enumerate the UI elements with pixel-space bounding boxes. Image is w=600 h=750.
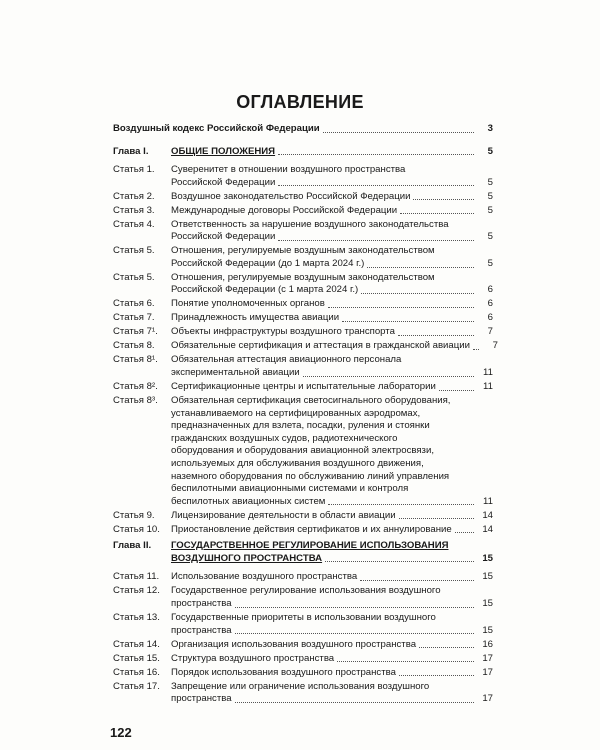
toc-entry-text: Российской Федерации (до 1 марта 2024 г.)	[171, 257, 365, 269]
toc-article	[113, 272, 493, 297]
toc-page-ref: 17	[482, 652, 493, 664]
toc-entry-text: наземного оборудования по обслуживанию линий управления	[171, 470, 450, 482]
toc-article	[113, 612, 493, 637]
dot-leader	[398, 335, 474, 336]
toc-entry-text: Воздушный кодекс Российской Федерации	[113, 123, 320, 134]
toc-page-ref: 6	[487, 298, 493, 310]
toc-page-ref: 5	[487, 257, 493, 269]
toc-entry-label: Статья 4.	[113, 218, 155, 230]
dot-leader	[323, 132, 474, 133]
toc-entry-label: Статья 3.	[113, 204, 155, 216]
toc-page-ref: 16	[482, 638, 493, 650]
toc-article	[113, 312, 493, 325]
toc-chapter	[113, 540, 493, 565]
toc-page-ref: 11	[483, 367, 493, 378]
toc-entry-text: Использование воздушного пространства	[171, 571, 358, 583]
toc-entry-label: Статья 6.	[113, 298, 155, 310]
toc-entry-label: Статья 8³.	[113, 394, 158, 406]
toc-entry-label: Глава II.	[113, 540, 152, 552]
toc-entry-label: Статья 5.	[113, 245, 155, 257]
toc-page-ref: 5	[487, 204, 493, 216]
toc-entry-text: предназначенных для взлета, посадки, руления и стоянки	[171, 420, 430, 432]
toc-page-ref: 17	[482, 693, 493, 705]
dot-leader	[399, 675, 474, 676]
dot-leader	[439, 390, 474, 391]
dot-leader	[419, 647, 474, 648]
dot-leader	[473, 349, 479, 350]
toc-article	[113, 219, 493, 244]
dot-leader	[235, 607, 474, 608]
toc-article	[113, 205, 493, 218]
toc-entry-text: Российской Федерации	[171, 231, 276, 243]
page-number: 122	[110, 725, 132, 740]
toc-entry-text: Воздушное законодательство Российской Федерации	[171, 190, 411, 202]
toc-article	[113, 326, 493, 339]
toc-entry-text: Понятие уполномоченных органов	[171, 298, 325, 310]
toc-entry-text: ОБЩИЕ ПОЛОЖЕНИЯ	[171, 145, 276, 157]
toc-entry-text: Ответственность за нарушение воздушного законодательства	[171, 218, 449, 230]
toc-page-ref: 5	[487, 145, 493, 157]
toc-entry-label: Статья 10.	[113, 523, 160, 535]
toc-page-ref: 15	[482, 571, 493, 583]
toc-entry-text: беспилотных авиационных систем	[171, 495, 326, 507]
toc-entry-label: Статья 2.	[113, 190, 155, 202]
toc-entry-text: Объекты инфраструктуры воздушного транспорта	[171, 326, 395, 338]
toc-page-ref: 11	[483, 495, 493, 507]
toc-entry-label: Статья 9.	[113, 509, 155, 521]
toc-page-ref: 14	[482, 523, 493, 535]
toc-entry-text: Отношения, регулируемые воздушным законодательством	[171, 271, 435, 283]
dot-leader	[413, 199, 474, 200]
toc-entry-text: Государственное регулирование использования воздушного	[171, 585, 441, 597]
toc-entry-label: Статья 12.	[113, 585, 160, 597]
toc-entry-text: Сертификационные центры и испытательные лаборатории	[171, 380, 436, 392]
toc-page-ref: 15	[482, 598, 493, 610]
dot-leader	[399, 518, 474, 519]
toc-entry-text: устанавливаемого на сертифицированных аэродромах,	[171, 407, 421, 419]
toc-page-ref: 17	[482, 666, 493, 678]
toc-page-ref: 14	[482, 509, 493, 521]
dot-leader	[235, 633, 474, 634]
toc-entry-label: Статья 7.	[113, 312, 155, 324]
toc-article	[113, 653, 493, 666]
dot-leader	[342, 321, 474, 322]
toc-page-ref: 5	[487, 190, 493, 202]
toc-article	[113, 667, 493, 680]
dot-leader	[278, 185, 474, 186]
toc-page-ref: 5	[487, 231, 493, 243]
toc-article	[113, 354, 493, 379]
toc-entry-label: Статья 14.	[113, 638, 160, 650]
toc-entry-text: Международные договоры Российской Федерации	[171, 204, 398, 216]
toc-article	[113, 571, 493, 584]
toc-entry-text: ГОСУДАРСТВЕННОЕ РЕГУЛИРОВАНИЕ ИСПОЛЬЗОВАНИЯ	[171, 540, 449, 552]
toc-entry-text: Обязательная сертификация светосигнального оборудования,	[171, 394, 451, 406]
toc-article	[113, 164, 493, 189]
toc-page-ref: 6	[487, 284, 493, 296]
toc-article	[113, 524, 493, 537]
toc-entry-text: Принадлежность имущества авиации	[171, 312, 340, 324]
dot-leader	[303, 376, 474, 377]
toc-page-ref: 15	[482, 552, 493, 564]
toc-entry-text: Запрещение или ограничение использования воздушного	[171, 680, 430, 692]
toc-chapter	[113, 146, 493, 159]
toc-article	[113, 340, 498, 353]
toc-entry-text: используемых для обслуживания воздушного движения,	[171, 457, 424, 469]
toc-entry-text: гражданских воздушных судов, радиотехнического	[171, 432, 398, 444]
toc-article	[113, 510, 493, 523]
toc-entry-text: Порядок использования воздушного пространства	[171, 666, 396, 678]
toc-entry-label: Статья 8.	[113, 340, 155, 352]
toc-entry-label: Статья 7¹.	[113, 326, 158, 338]
dot-leader	[328, 307, 474, 308]
toc-entry-text: пространства	[171, 624, 232, 636]
dot-leader	[361, 293, 474, 294]
toc-page-ref: 5	[487, 176, 493, 188]
dot-leader	[400, 213, 474, 214]
toc-entry-label: Статья 5.	[113, 271, 155, 283]
toc-entry-label: Статья 15.	[113, 652, 160, 664]
dot-leader	[367, 267, 474, 268]
toc-article	[113, 191, 493, 204]
dot-leader	[278, 240, 474, 241]
dot-leader	[360, 580, 474, 581]
dot-leader	[455, 532, 474, 533]
toc-entry-text: ВОЗДУШНОГО ПРОСТРАНСТВА	[171, 552, 323, 564]
toc-article	[113, 681, 493, 706]
toc-page-ref: 3	[487, 123, 493, 134]
toc-entry-text: Суверенитет в отношении воздушного пространства	[171, 164, 406, 176]
toc-entry-label: Статья 13.	[113, 612, 160, 624]
toc-entry-text: пространства	[171, 598, 232, 610]
toc-page-ref: 11	[483, 380, 493, 392]
dot-leader	[235, 702, 474, 703]
page-title: ОГЛАВЛЕНИЕ	[236, 92, 364, 112]
toc-entry-text: Организация использования воздушного пространства	[171, 638, 417, 650]
dot-leader	[325, 561, 474, 562]
toc-code-title	[113, 123, 493, 136]
toc-page-ref: 15	[482, 624, 493, 636]
toc-page-ref: 7	[492, 340, 498, 352]
toc-entry-text: Российской Федерации	[171, 176, 276, 188]
toc-article	[113, 298, 493, 311]
toc-entry-label: Статья 17.	[113, 680, 160, 692]
toc-entry-text: пространства	[171, 693, 232, 705]
toc-article	[113, 639, 493, 652]
toc-entry-text: Отношения, регулируемые воздушным законодательством	[171, 245, 435, 257]
toc-entry-label: Глава I.	[113, 145, 149, 157]
toc-entry-label: Статья 16.	[113, 666, 160, 678]
toc-entry-text: Российской Федерации (с 1 марта 2024 г.)	[171, 284, 359, 296]
table-of-contents	[113, 123, 498, 707]
toc-entry-text: Обязательные сертификация и аттестация в гражданской авиации	[171, 340, 470, 352]
toc-entry-text: оборудования и оборудования авиационной электросвязи,	[171, 445, 434, 457]
toc-article	[113, 585, 493, 610]
toc-article	[113, 395, 493, 508]
dot-leader	[328, 504, 474, 505]
toc-article	[113, 245, 493, 270]
toc-entry-text: Государственные приоритеты в использовании воздушного	[171, 612, 436, 624]
toc-entry-text: Приостановление действия сертификатов и их аннулирование	[171, 523, 452, 535]
toc-entry-label: Статья 8².	[113, 380, 158, 392]
toc-entry-text: экспериментальной авиации	[171, 367, 300, 378]
toc-entry-text: Лицензирование деятельности в области авиации	[171, 509, 396, 521]
toc-entry-label: Статья 8¹.	[113, 354, 158, 366]
toc-entry-text: Структура воздушного пространства	[171, 652, 335, 664]
toc-entry-text: беспилотными авиационными системами и контроля	[171, 483, 409, 495]
dot-leader	[278, 154, 474, 155]
toc-page-ref: 6	[487, 312, 493, 324]
toc-page-ref: 7	[487, 326, 493, 338]
dot-leader	[337, 661, 474, 662]
toc-article	[113, 381, 493, 394]
toc-entry-label: Статья 1.	[113, 164, 155, 176]
toc-entry-text: Обязательная аттестация авиационного персонала	[171, 354, 402, 366]
toc-entry-label: Статья 11.	[113, 571, 160, 583]
